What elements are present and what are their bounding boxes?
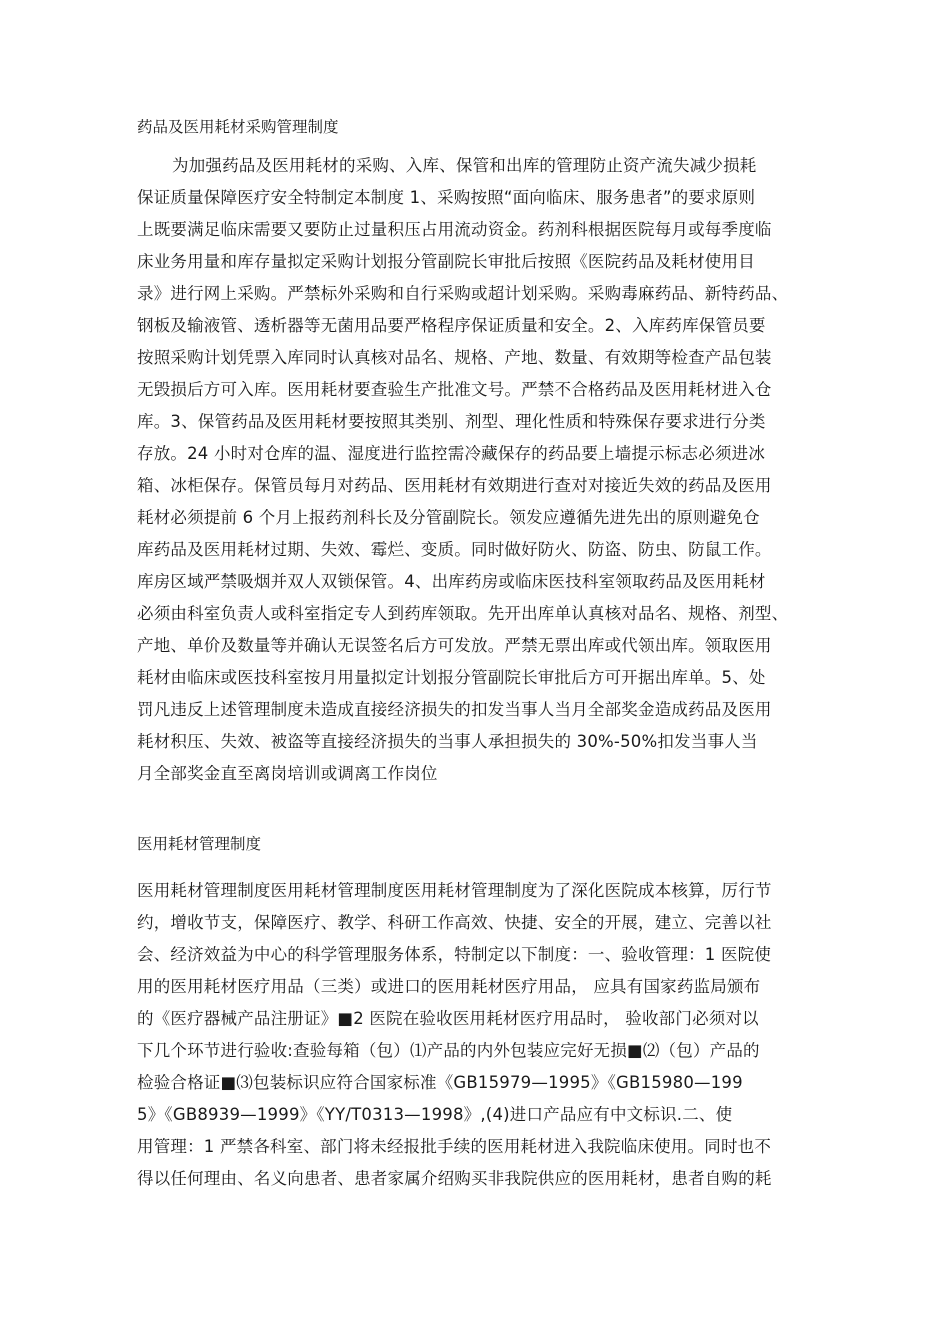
- paragraph-line: 箱、冰柜保存。保管员每月对药品、医用耗材有效期进行查对对接近失效的药品及医用: [137, 476, 772, 495]
- paragraph-line: 的《医疗器械产品注册证》■2 医院在验收医用耗材医疗用品时， 验收部门必须对以: [137, 1009, 759, 1028]
- paragraph-line: 用的医用耗材医疗用品（三类）或进口的医用耗材医疗用品， 应具有国家药监局颁布: [137, 977, 761, 996]
- paragraph-line: 必须由科室负责人或科室指定专人到药库领取。先开出库单认真核对品名、规格、剂型、: [137, 604, 789, 623]
- paragraph-line: 床业务用量和库存量拟定采购计划报分管副院长审批后按照《医院药品及耗材使用目: [137, 252, 755, 271]
- paragraph-line: 按照采购计划凭票入库同时认真核对品名、规格、产地、数量、有效期等检查产品包装: [137, 348, 772, 367]
- paragraph-line: 钢板及输液管、透析器等无菌用品要严格程序保证质量和安全。2、入库药库保管员要: [137, 316, 766, 335]
- paragraph-consumables: [137, 875, 837, 1195]
- paragraph-line: 保证质量保障医疗安全特制定本制度 1、采购按照“面向临床、服务患者”的要求原则: [137, 188, 756, 207]
- paragraph-procurement: [137, 150, 837, 790]
- paragraph-line: 存放。24 小时对仓库的温、湿度进行监控需冷藏保存的药品要上墙提示标志必须进冰: [137, 444, 766, 463]
- paragraph-line: 医用耗材管理制度医用耗材管理制度医用耗材管理制度为了深化医院成本核算，厉行节: [137, 881, 772, 900]
- paragraph-line: 用管理：1 严禁各科室、部门将未经报批手续的医用耗材进入我院临床使用。同时也不: [137, 1137, 772, 1156]
- paragraph-line: 耗材必须提前 6 个月上报药剂科长及分管副院长。领发应遵循先进先出的原则避免仓: [137, 508, 760, 527]
- section-title-procurement: 药品及医用耗材采购管理制度: [137, 118, 339, 136]
- paragraph-line: 罚凡违反上述管理制度未造成直接经济损失的扣发当事人当月全部奖金造成药品及医用: [137, 700, 772, 719]
- paragraph-line: 库房区域严禁吸烟并双人双锁保管。4、出库药房或临床医技科室领取药品及医用耗材: [137, 572, 766, 591]
- paragraph-line: 耗材由临床或医技科室按月用量拟定计划报分管副院长审批后方可开据出库单。5、处: [137, 668, 766, 687]
- paragraph-line: 无毁损后方可入库。医用耗材要查验生产批准文号。严禁不合格药品及医用耗材进入仓: [137, 380, 772, 399]
- paragraph-line: 上既要满足临床需要又要防止过量积压占用流动资金。药剂科根据医院每月或每季度临: [137, 220, 772, 239]
- paragraph-line: 耗材积压、失效、被盗等直接经济损失的当事人承担损失的 30%-50%扣发当事人当: [137, 732, 758, 751]
- paragraph-line: 为加强药品及医用耗材的采购、入库、保管和出库的管理防止资产流失减少损耗: [172, 156, 757, 175]
- paragraph-line: 下几个环节进行验收:查验每箱（包）⑴产品的内外包装应完好无损■⑵（包）产品的: [137, 1041, 760, 1060]
- paragraph-line: 检验合格证■⑶包装标识应符合国家标准《GB15979—1995》《GB15980—199: [137, 1073, 743, 1092]
- paragraph-line: 库药品及医用耗材过期、失效、霉烂、变质。同时做好防火、防盗、防虫、防鼠工作。: [137, 540, 772, 559]
- paragraph-line: 月全部奖金直至离岗培训或调离工作岗位: [137, 764, 438, 783]
- paragraph-line: 得以任何理由、名义向患者、患者家属介绍购买非我院供应的医用耗材，患者自购的耗: [137, 1169, 772, 1188]
- paragraph-line: 录》进行网上采购。严禁标外采购和自行采购或超计划采购。采购毒麻药品、新特药品、: [137, 284, 789, 303]
- paragraph-line: 5》《GB8939—1999》《YY/T0313—1998》,(4)进口产品应有中文标识.二、使: [137, 1105, 733, 1124]
- paragraph-line: 会、经济效益为中心的科学管理服务体系，特制定以下制度：一、验收管理：1 医院使: [137, 945, 772, 964]
- section-title-consumables: 医用耗材管理制度: [137, 835, 262, 853]
- paragraph-line: 产地、单价及数量等并确认无误签名后方可发放。严禁无票出库或代领出库。领取医用: [137, 636, 772, 655]
- paragraph-line: 库。3、保管药品及医用耗材要按照其类别、剂型、理化性质和特殊保存要求进行分类: [137, 412, 766, 431]
- paragraph-line: 约，增收节支，保障医疗、教学、科研工作高效、快捷、安全的开展，建立、完善以社: [137, 913, 772, 932]
